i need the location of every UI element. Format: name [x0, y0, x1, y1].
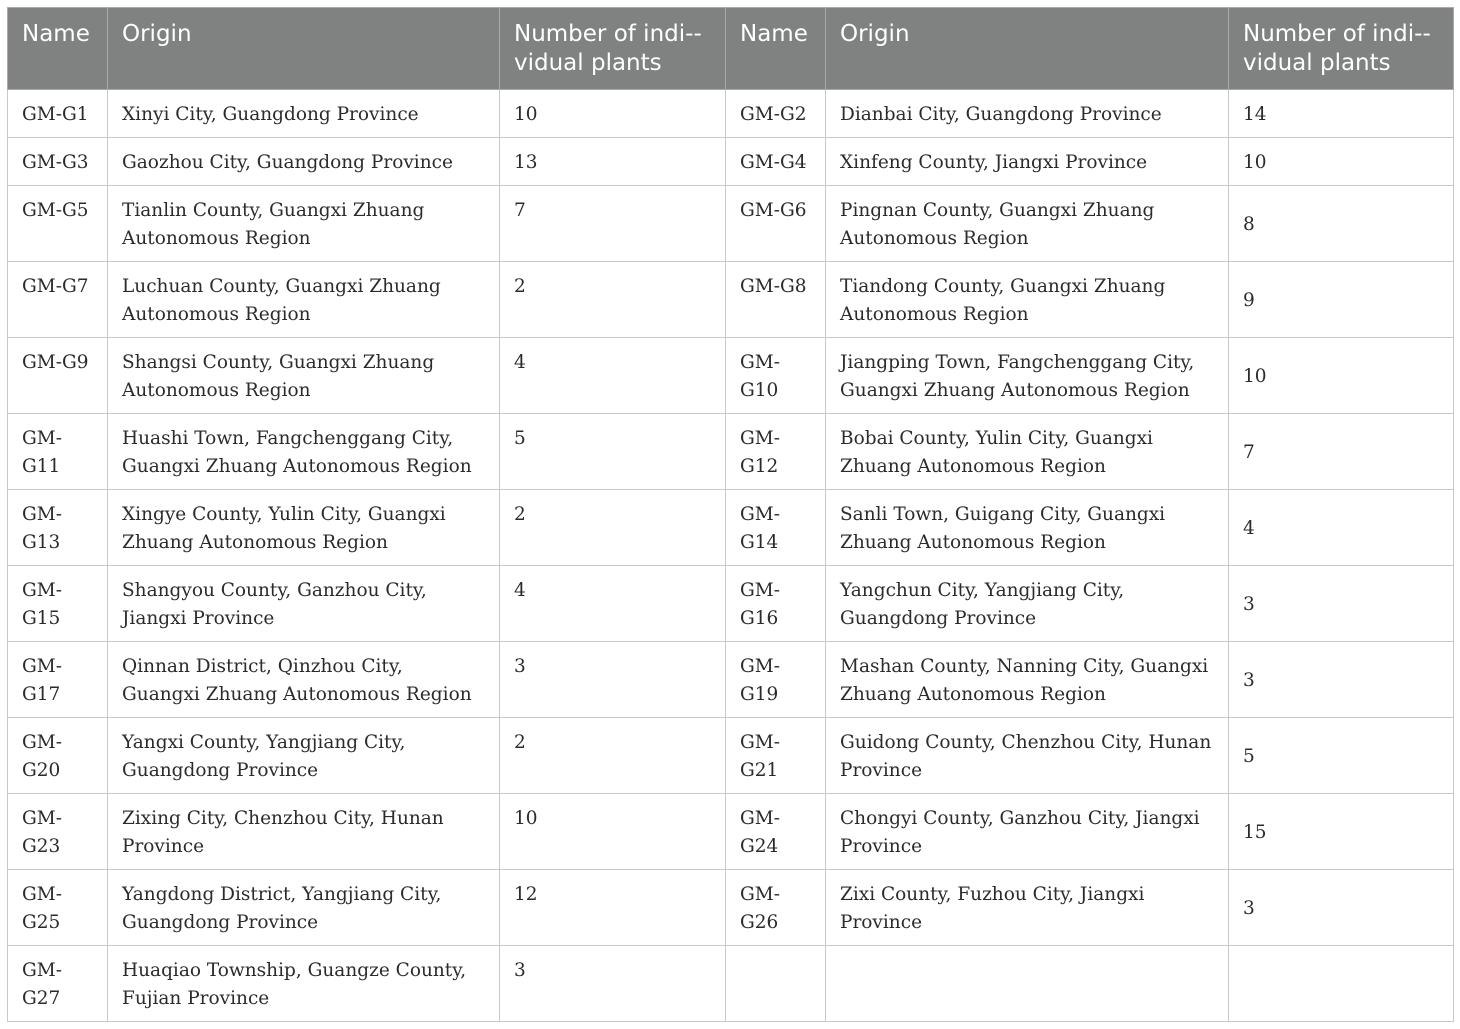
sample-name-right: GM-G24 — [726, 794, 826, 870]
sample-name-right: GM-G6 — [726, 186, 826, 262]
sample-name-left: GM-G25 — [8, 870, 108, 946]
plant-count-right: 10 — [1229, 138, 1454, 186]
origin-right: Sanli Town, Guigang City, Guangxi Zhuang Autonomous Region — [826, 490, 1229, 566]
plant-count-right: 10 — [1229, 338, 1454, 414]
plant-count-left: 12 — [500, 870, 726, 946]
sample-name-left: GM-G9 — [8, 338, 108, 414]
table-row — [8, 338, 1454, 414]
plant-count-left: 4 — [500, 338, 726, 414]
origin-left: Xinyi City, Guangdong Province — [108, 90, 500, 138]
header-count: Number of indi-vidual plants — [1229, 8, 1454, 90]
plant-count-right: 3 — [1229, 642, 1454, 718]
origin-right: Bobai County, Yulin City, Guangxi Zhuang Autonomous Region — [826, 414, 1229, 490]
sample-name-left: GM-G15 — [8, 566, 108, 642]
header-name: Name — [726, 8, 826, 90]
table-body — [8, 90, 1454, 1022]
sample-name-right: GM-G21 — [726, 718, 826, 794]
plant-count-right: 4 — [1229, 490, 1454, 566]
origin-right — [826, 946, 1229, 1022]
header-row — [8, 8, 1454, 90]
origin-left: Yangxi County, Yangjiang City, Guangdong Province — [108, 718, 500, 794]
sample-name-right — [726, 946, 826, 1022]
sample-name-right: GM-G8 — [726, 262, 826, 338]
plant-count-left: 3 — [500, 642, 726, 718]
origin-left: Yangdong District, Yangjiang City, Guangdong Province — [108, 870, 500, 946]
plant-count-right: 8 — [1229, 186, 1454, 262]
table-row — [8, 870, 1454, 946]
origin-right: Jiangping Town, Fangchenggang City, Guangxi Zhuang Autonomous Region — [826, 338, 1229, 414]
plant-count-right: 9 — [1229, 262, 1454, 338]
table-row — [8, 718, 1454, 794]
table-row — [8, 946, 1454, 1022]
header-name: Name — [8, 8, 108, 90]
sample-name-left: GM-G23 — [8, 794, 108, 870]
origin-right: Mashan County, Nanning City, Guangxi Zhuang Autonomous Region — [826, 642, 1229, 718]
origin-left: Tianlin County, Guangxi Zhuang Autonomous Region — [108, 186, 500, 262]
plant-count-left: 3 — [500, 946, 726, 1022]
plant-count-right: 3 — [1229, 870, 1454, 946]
plant-count-left: 5 — [500, 414, 726, 490]
header-origin: Origin — [108, 8, 500, 90]
table-row — [8, 794, 1454, 870]
plant-count-left: 2 — [500, 718, 726, 794]
table-row — [8, 566, 1454, 642]
plant-count-right: 7 — [1229, 414, 1454, 490]
sample-name-right: GM-G12 — [726, 414, 826, 490]
sample-name-right: GM-G14 — [726, 490, 826, 566]
plant-count-left: 7 — [500, 186, 726, 262]
table-row — [8, 186, 1454, 262]
plant-count-right: 14 — [1229, 90, 1454, 138]
table-header — [8, 8, 1454, 90]
origin-right: Pingnan County, Guangxi Zhuang Autonomous Region — [826, 186, 1229, 262]
origin-left: Huashi Town, Fangchenggang City, Guangxi Zhuang Autonomous Region — [108, 414, 500, 490]
origin-left: Zixing City, Chenzhou City, Hunan Province — [108, 794, 500, 870]
table-row — [8, 414, 1454, 490]
sample-name-left: GM-G20 — [8, 718, 108, 794]
plant-count-left: 4 — [500, 566, 726, 642]
plant-count-left: 13 — [500, 138, 726, 186]
plant-count-left: 10 — [500, 90, 726, 138]
table-row — [8, 90, 1454, 138]
plant-count-left: 10 — [500, 794, 726, 870]
table-row — [8, 138, 1454, 186]
sample-name-left: GM-G11 — [8, 414, 108, 490]
origin-right: Chongyi County, Ganzhou City, Jiangxi Province — [826, 794, 1229, 870]
sample-name-right: GM-G4 — [726, 138, 826, 186]
origin-left: Gaozhou City, Guangdong Province — [108, 138, 500, 186]
table-row — [8, 262, 1454, 338]
sample-name-left: GM-G17 — [8, 642, 108, 718]
table-row — [8, 490, 1454, 566]
origin-right: Xinfeng County, Jiangxi Province — [826, 138, 1229, 186]
sample-name-left: GM-G27 — [8, 946, 108, 1022]
sample-name-left: GM-G3 — [8, 138, 108, 186]
origin-left: Shangsi County, Guangxi Zhuang Autonomous Region — [108, 338, 500, 414]
plant-count-left: 2 — [500, 262, 726, 338]
origin-right: Zixi County, Fuzhou City, Jiangxi Province — [826, 870, 1229, 946]
sample-name-right: GM-G19 — [726, 642, 826, 718]
sample-name-left: GM-G5 — [8, 186, 108, 262]
plant-count-left: 2 — [500, 490, 726, 566]
sample-name-left: GM-G1 — [8, 90, 108, 138]
origin-left: Xingye County, Yulin City, Guangxi Zhuang Autonomous Region — [108, 490, 500, 566]
origin-right: Guidong County, Chenzhou City, Hunan Province — [826, 718, 1229, 794]
origin-left: Huaqiao Township, Guangze County, Fujian Province — [108, 946, 500, 1022]
plant-count-right: 3 — [1229, 566, 1454, 642]
sample-name-right: GM-G26 — [726, 870, 826, 946]
plant-count-right: 5 — [1229, 718, 1454, 794]
origin-right: Yangchun City, Yangjiang City, Guangdong Province — [826, 566, 1229, 642]
plant-count-right — [1229, 946, 1454, 1022]
origin-right: Tiandong County, Guangxi Zhuang Autonomous Region — [826, 262, 1229, 338]
origin-left: Shangyou County, Ganzhou City, Jiangxi Province — [108, 566, 500, 642]
plant-origin-table — [7, 7, 1454, 1022]
origin-left: Qinnan District, Qinzhou City, Guangxi Zhuang Autonomous Region — [108, 642, 500, 718]
table-row — [8, 642, 1454, 718]
sample-name-left: GM-G13 — [8, 490, 108, 566]
sample-name-right: GM-G16 — [726, 566, 826, 642]
origin-left: Luchuan County, Guangxi Zhuang Autonomous Region — [108, 262, 500, 338]
sample-name-right: GM-G2 — [726, 90, 826, 138]
header-count: Number of indi-vidual plants — [500, 8, 726, 90]
sample-name-left: GM-G7 — [8, 262, 108, 338]
header-origin: Origin — [826, 8, 1229, 90]
sample-name-right: GM-G10 — [726, 338, 826, 414]
plant-count-right: 15 — [1229, 794, 1454, 870]
origin-right: Dianbai City, Guangdong Province — [826, 90, 1229, 138]
